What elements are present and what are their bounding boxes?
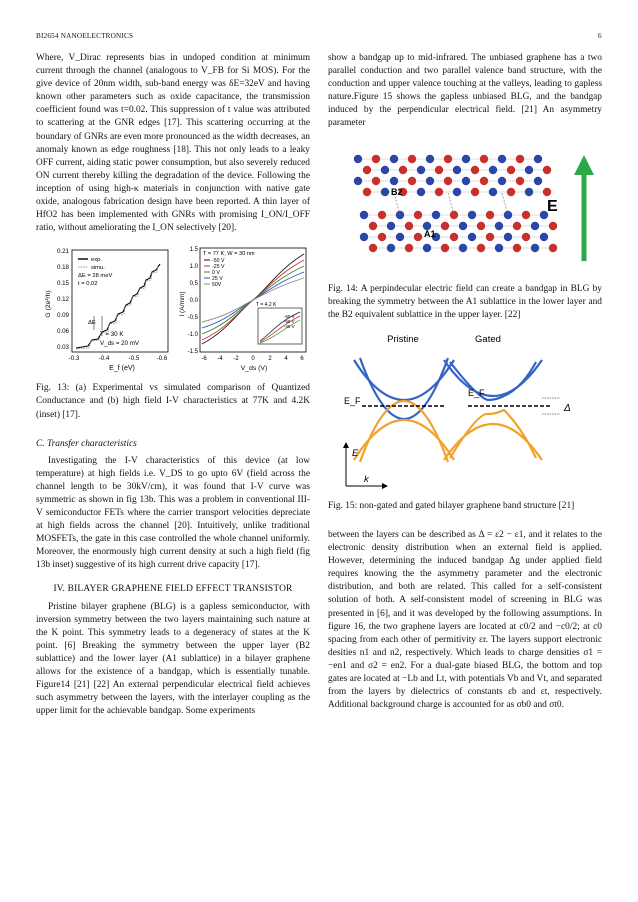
band-valence-gated-upper <box>450 410 536 458</box>
lattice-atom <box>363 187 371 195</box>
legend-label: 50V <box>212 282 222 289</box>
xtick-label: -0.4 <box>98 355 110 363</box>
lattice-atom <box>543 165 551 173</box>
band-valence-upper <box>360 401 448 462</box>
label-a1: A1 <box>424 228 436 239</box>
lattice-atom <box>354 154 362 162</box>
lattice-atom <box>387 221 395 229</box>
plot-title: T = 77 K; W = 30 nm <box>203 251 255 258</box>
lattice-atom <box>417 187 425 195</box>
xtick-label: 0 <box>251 356 255 363</box>
label-ef-pristine: E_F <box>344 395 361 406</box>
annotation-t: t = 0.02 <box>78 281 98 288</box>
y-axis-label: I (A/mm) <box>179 291 186 317</box>
ytick-label: 1.0 <box>189 264 198 271</box>
ytick-label: 0.21 <box>56 248 69 256</box>
ytick-label: 0.06 <box>56 328 69 336</box>
ytick-label: -1.5 <box>187 349 198 356</box>
y-axis-label: G (2e²/h) <box>45 290 52 318</box>
figure-14 <box>328 143 602 273</box>
lattice-atom <box>522 210 530 218</box>
section-heading-iv: IV. BILAYER GRAPHENE FIELD EFFECT TRANSISTOR <box>53 583 293 594</box>
paragraph: between the layers can be described as Δ = ε2 − ε1, and it relates to the electronic density distribution when an external field is applied. However, determining the induced bandgap Δg under applied field requires knowing the the asymmetry parameter and the electronic distribution, and both are related. This called for a self-consistent solution of both. A self-consistent model of screening in BLG was presented in [6], and it was developed by the following assumptions. In figure 16, the two graphene layers are located at c0/2 and −c0/2; at c0 spacing from each other of permitivity εr. The layers support electronic desities n1 and n2, respectively. Which leads to charge densities σ1 = −en1 and σ2 = en2. For a dual-gate biased BLG, the bottom and top gates are located at −Lb and Lt, with potentials Vb and Vt, and separated from the layers by dielectrics of constants εb and εt, respectively. Additional background charge is accounted for as σb0 and σt0. <box>328 529 602 711</box>
lattice-atom <box>543 187 551 195</box>
lattice-atom <box>435 187 443 195</box>
label-b2: B2 <box>391 186 403 197</box>
ytick-label: 0.03 <box>56 344 69 352</box>
lattice-atom <box>480 154 488 162</box>
lattice-atom <box>435 165 443 173</box>
legend-label: -25 V <box>212 264 225 271</box>
lattice-atom <box>426 154 434 162</box>
band-valence-gated-lower <box>444 424 542 460</box>
lattice-atom <box>390 176 398 184</box>
figure-13-caption: Fig. 13: (a) Experimental vs simulated comparison of Quantized Conductance and (b) high field I-V characteristics at 77K and 4.2K (inset) [17]. <box>36 383 310 420</box>
lattice-atom <box>396 232 404 240</box>
lattice-atom <box>486 210 494 218</box>
annotation-temperature: T = 30 K <box>100 331 124 339</box>
lattice-atom <box>462 176 470 184</box>
left-column <box>36 52 310 718</box>
label-momentum: k <box>364 473 369 485</box>
lattice-atom <box>516 176 524 184</box>
lattice-atom <box>507 165 515 173</box>
lattice-atom <box>516 154 524 162</box>
band-structure-illustration <box>328 332 602 492</box>
figure-13b-plot <box>178 244 310 372</box>
lattice-atom <box>405 221 413 229</box>
lattice-atom <box>462 154 470 162</box>
ytick-label: 1.5 <box>189 247 198 254</box>
lattice-atom <box>495 221 503 229</box>
lattice-atom <box>453 187 461 195</box>
legend-label-exp: exp. <box>91 257 102 264</box>
ytick-label: 0.18 <box>56 264 69 272</box>
xtick-label: 4 <box>284 356 288 363</box>
lattice-atom <box>534 176 542 184</box>
title-gated: Gated <box>475 333 501 345</box>
lattice-atom <box>471 165 479 173</box>
lattice-atom <box>498 176 506 184</box>
section-heading-c: C. Transfer characteristics <box>36 438 137 449</box>
legend-label: -50 V <box>212 258 225 265</box>
lattice-atom <box>531 221 539 229</box>
lattice-atom <box>507 187 515 195</box>
label-e-field: E <box>547 197 558 215</box>
xtick-label: -6 <box>201 356 207 363</box>
ytick-label: 0.15 <box>56 280 69 288</box>
bilayer-lattice-illustration <box>328 143 602 273</box>
legend-label: 25 V <box>212 276 223 283</box>
lattice-atom <box>354 176 362 184</box>
paragraph: show a bandgap up to mid-infrared. The unbiased graphene has a two parallel conduction and two parallel valence band structure, with the conduction and upper valence touching at the valleys, leading to gapless nature.Figure 15 shows the gapless unbiased BLG, and the bandgap induced by the perpendicular electrical field. [21] An asymmetry parameter <box>328 53 602 129</box>
lattice-atom <box>468 232 476 240</box>
ytick-label: 0.5 <box>189 281 198 288</box>
lattice-atom <box>390 154 398 162</box>
lattice-atom <box>360 210 368 218</box>
lattice-atom <box>363 165 371 173</box>
lattice-atom <box>534 154 542 162</box>
lattice-atom <box>540 232 548 240</box>
figure-13a-plot <box>36 244 176 372</box>
xtick-label: -0.6 <box>156 355 168 363</box>
lattice-atom <box>489 165 497 173</box>
xtick-label: -0.3 <box>68 355 80 363</box>
lattice-atom <box>459 221 467 229</box>
ytick-label: 0.0 <box>189 298 198 305</box>
lattice-atom <box>513 221 521 229</box>
lattice-atom <box>378 210 386 218</box>
ytick-label: -1.0 <box>187 332 198 339</box>
lattice-atom <box>450 232 458 240</box>
lattice-atom <box>360 232 368 240</box>
right-column <box>328 52 602 712</box>
lattice-atom <box>381 187 389 195</box>
lattice-atom <box>477 221 485 229</box>
lattice-atom <box>531 243 539 251</box>
xtick-label: -0.5 <box>128 355 140 363</box>
running-header: BI2654 NANOELECTRONICS <box>36 32 134 40</box>
lattice-atom <box>414 232 422 240</box>
lattice-atom <box>369 243 377 251</box>
lattice-atom <box>381 165 389 173</box>
paragraph: Where, V_Dirac represents bias in undoped condition at minimum current through the channel (analogous to V_FB for Si MOS). For the give device of 20nm width, sub-band energy was δE=32eV and having known other parameters such as oxide capacitance, the transmission coefficient found was t=0.02. This suppression of t value was attributed to scattering at the GNR edges [17]. This scattering occurring at the boundary of GNRs are even more pronounced as the width decreases, an anomaly known as edge roughness [18]. This not only leads to a leaky OFF current, aiding static power consumption, but also severely reduced ON current thereby killing the degradation of the device. Following the inception of using high-κ materials in conjunction with native gate oxide, analogous fabrication design have been reported. A thin layer of HfO2 has been implemented with GNRs with promising I_ON/I_OFF ratio, without ameliorating the I_ON selectively [20]. <box>36 53 310 234</box>
paragraph: Investigating the I-V characteristics of this device (at low temperature) at high fields i.e. V_DS to go upto 6V (field across the channel length to be 30kV/cm), it was found that I-V curve was symmetric as shown in fig 13b. This was a problem in conventional III-V semiconductor FETs where the carrier transport velocities depreciate at high fields across the channel [20]. Intuitively, unlike traditional MOSFETs, the gate in this case controlled the whole channel uniformly. Moreover, the enormously high current density at such a high field (fig 13b inset) suggestive of its high current drive capacity [17]. <box>36 455 310 571</box>
ytick-label: -0.5 <box>187 315 198 322</box>
figure-14-caption: Fig. 14: A perpindecular electric field can create a bandgap in BLG by breaking the symmetry between the A1 sublattice in the lower layer and the B2 equivalent sublattice in the upper layer. [22] <box>328 283 602 320</box>
energy-axis-arrow <box>343 442 349 448</box>
lattice-atom <box>408 176 416 184</box>
ytick-label: 0.09 <box>56 312 69 320</box>
lattice-atom <box>525 187 533 195</box>
inset-frame <box>258 308 302 344</box>
band-conduction-lower <box>360 358 448 419</box>
lattice-atom <box>372 176 380 184</box>
lattice-atom <box>387 243 395 251</box>
lattice-atom <box>414 210 422 218</box>
lattice-atom <box>489 187 497 195</box>
lattice-atom <box>444 154 452 162</box>
lattice-atom <box>504 232 512 240</box>
interlayer-link <box>448 193 454 215</box>
inset-legend-label: -50 V <box>284 319 295 325</box>
annotation-vds: V_ds = 20 mV <box>100 340 140 348</box>
lattice-atom <box>444 176 452 184</box>
lattice-atom <box>441 221 449 229</box>
lattice-atom <box>549 221 557 229</box>
field-arrow-head <box>574 155 594 175</box>
title-pristine: Pristine <box>387 333 419 345</box>
momentum-axis-arrow <box>382 483 388 489</box>
annotation-de-bracket: ΔE <box>88 320 96 327</box>
lattice-atom <box>468 210 476 218</box>
page-number: 6 <box>598 32 602 40</box>
lattice-atom <box>486 232 494 240</box>
lattice-atom <box>441 243 449 251</box>
figure-13 <box>36 244 310 372</box>
figure-15 <box>328 332 602 492</box>
x-axis-label: V_ds (V) <box>240 365 268 373</box>
interlayer-link <box>502 193 508 215</box>
inset-legend-label: -40 V <box>284 324 295 330</box>
xtick-label: 2 <box>268 356 272 363</box>
lattice-atom <box>549 243 557 251</box>
lattice-atom <box>417 165 425 173</box>
lattice-atom <box>408 154 416 162</box>
lattice-atom <box>369 221 377 229</box>
lattice-atom <box>525 165 533 173</box>
lattice-atom <box>459 243 467 251</box>
label-ef-gated: E_F <box>468 387 485 398</box>
inset-title: T = 4.2 K <box>256 302 277 309</box>
band-conduction-gated-upper <box>444 360 542 396</box>
lattice-atom <box>372 154 380 162</box>
lattice-atom <box>522 232 530 240</box>
legend-label-simu: simu. <box>91 265 105 272</box>
lattice-atom <box>378 232 386 240</box>
lattice-atom <box>405 243 413 251</box>
figure-15-caption: Fig. 15: non-gated and gated bilayer graphene band structure [21] <box>328 500 575 511</box>
lattice-atom <box>480 176 488 184</box>
inset-legend-label: -60 V <box>284 314 295 320</box>
xtick-label: 6 <box>300 356 304 363</box>
lattice-atom <box>399 165 407 173</box>
band-valence-lower <box>354 420 454 460</box>
lattice-atom <box>471 187 479 195</box>
lattice-atom <box>432 210 440 218</box>
paragraph: Pristine bilayer graphene (BLG) is a gapless semiconductor, with inversion symmetry between the two layers maintaining such nature at the K point. This symmetry leads to a degeneracy of states at the K point. [6] Breaking the symmetry between the upper layer (B2 sublattice) and the lower layer (A1 sublattice) in a bilayer graphene allows for the existence of a bandgap, which is essentially tunable. Figure14 [21] [22] An external perpendicular electrical field achieves such asymmetry between the layers, with the interlayer coupling as the upper limit for the achievable bandgap. Some experiments <box>36 601 310 717</box>
lattice-atom <box>423 243 431 251</box>
lattice-atom <box>426 176 434 184</box>
lattice-atom <box>513 243 521 251</box>
label-energy: E <box>352 447 359 459</box>
lattice-atom <box>477 243 485 251</box>
x-axis-label: E_f (eV) <box>109 365 135 373</box>
annotation-delta-e: ΔE = 28 meV <box>78 273 113 280</box>
ytick-label: 0.12 <box>56 296 69 304</box>
label-gap-delta: Δ <box>564 402 571 414</box>
xtick-label: -4 <box>217 356 223 363</box>
xtick-label: -2 <box>233 356 239 363</box>
lattice-atom <box>495 243 503 251</box>
lattice-atom <box>453 165 461 173</box>
lattice-atom <box>498 154 506 162</box>
legend-label: 0 V <box>212 270 220 277</box>
